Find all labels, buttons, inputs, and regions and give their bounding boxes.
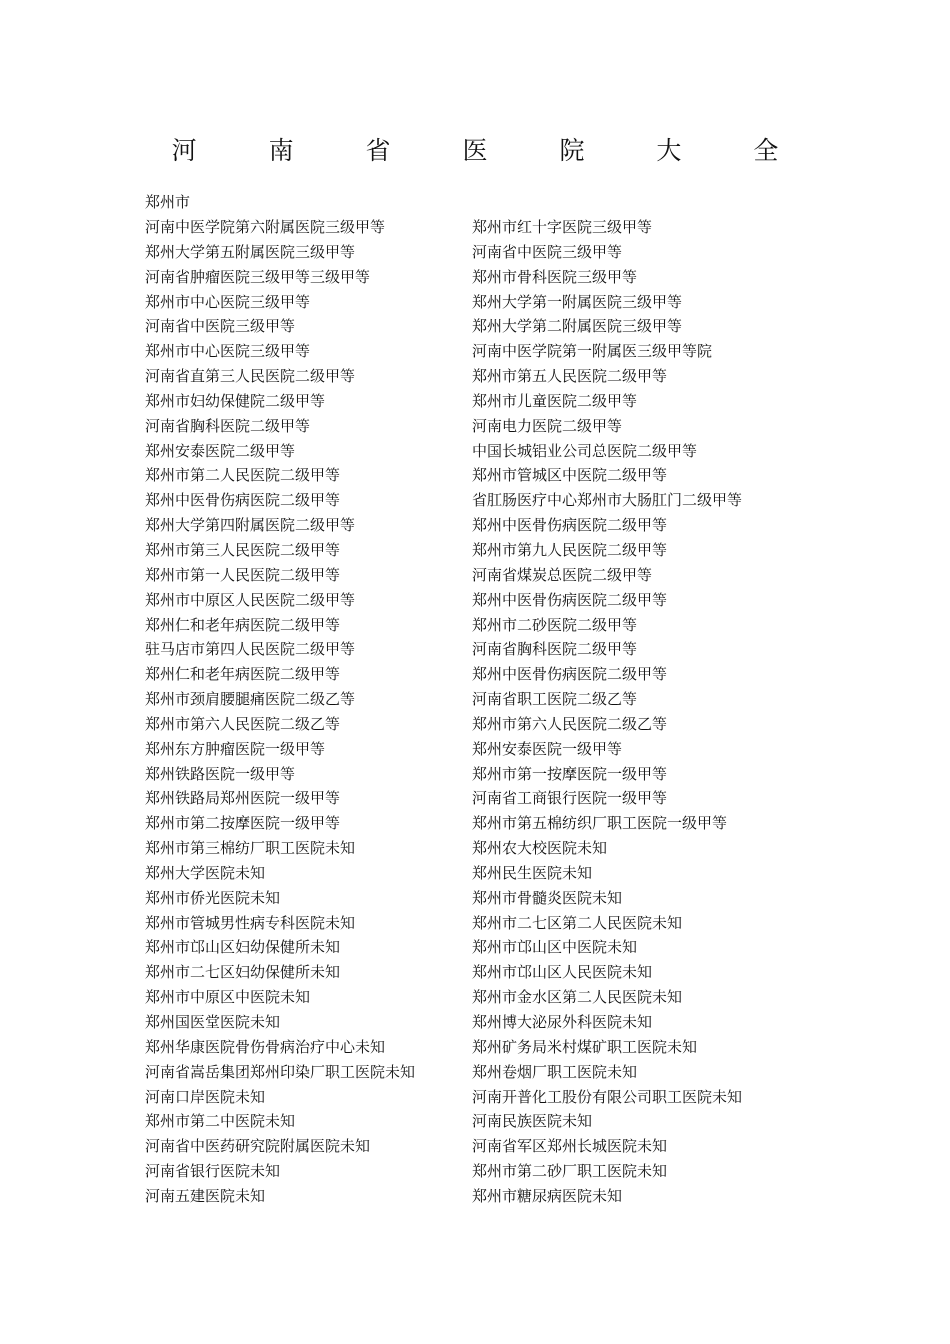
hospital-list-item: 河南省煤炭总医院二级甲等: [472, 565, 653, 584]
hospital-list-item: 郑州国医堂医院未知: [145, 1013, 281, 1031]
hospital-list-item: 郑州市第二按摩医院一级甲等: [145, 814, 341, 833]
hospital-list-item: 河南省中医院三级甲等: [472, 242, 623, 261]
hospital-list-right: [472, 215, 742, 1209]
hospital-list-item: 郑州市邙山区人民医院未知: [472, 963, 653, 982]
hospital-list-item: 河南省银行医院未知: [145, 1162, 281, 1181]
hospital-list-item: 河南中医学院第六附属医院三级甲等: [145, 218, 386, 236]
hospital-list-item: 河南省中医药研究院附属医院未知: [145, 1137, 371, 1156]
hospital-list-item: 郑州仁和老年病医院二级甲等: [145, 665, 341, 684]
hospital-list-item: 郑州市骨髓炎医院未知: [472, 888, 623, 907]
hospital-list-item: 郑州市糖尿病医院未知: [472, 1186, 623, 1205]
hospital-list-item: 郑州市第二中医院未知: [145, 1112, 296, 1131]
hospital-list-item: 河南省胸科医院二级甲等: [472, 640, 638, 659]
hospital-list-item: 郑州市第三棉纺厂职工医院未知: [145, 839, 356, 858]
hospital-list-item: 郑州卷烟厂职工医院未知: [472, 1062, 638, 1081]
hospital-list-item: 河南省胸科医院二级甲等: [145, 416, 311, 435]
hospital-list-item: 郑州铁路局郑州医院一级甲等: [145, 789, 341, 808]
hospital-list-item: 河南民族医院未知: [472, 1112, 593, 1131]
hospital-list-item: 郑州市中原区中医院未知: [145, 988, 311, 1007]
hospital-list-item: 郑州中医骨伤病医院二级甲等: [472, 516, 668, 535]
hospital-list-item: 郑州大学第二附属医院三级甲等: [472, 317, 683, 336]
hospital-list-item: 河南省工商银行医院一级甲等: [472, 789, 668, 808]
hospital-list-item: 河南省嵩岳集团郑州印染厂职工医院未知: [145, 1062, 416, 1081]
hospital-list-item: 郑州市第一按摩医院一级甲等: [472, 764, 668, 783]
hospital-list-item: 郑州安泰医院二级甲等: [145, 441, 296, 460]
hospital-list-item: 郑州市第二人民医院二级甲等: [145, 466, 341, 485]
hospital-list-item: 郑州安泰医院一级甲等: [472, 739, 623, 758]
hospital-list-item: 郑州市第六人民医院二级乙等: [145, 714, 341, 733]
hospital-list-item: 郑州民生医院未知: [472, 863, 593, 882]
hospital-list-item: 郑州市第六人民医院二级乙等: [472, 714, 668, 733]
hospital-list-item: 郑州大学第四附属医院二级甲等: [145, 516, 356, 535]
hospital-list-item: 中国长城铝业公司总医院二级甲等: [472, 441, 698, 460]
hospital-list-item: 郑州市二七区第二人民医院未知: [472, 913, 683, 932]
hospital-list-item: 河南开普化工股份有限公司职工医院未知: [472, 1087, 743, 1106]
hospital-list-item: 郑州市第九人民医院二级甲等: [472, 540, 668, 559]
hospital-list-item: 郑州大学第五附属医院三级甲等: [145, 242, 356, 261]
hospital-list-item: 河南中医学院第一附属医三级甲等院: [472, 342, 713, 361]
hospital-list-item: 郑州矿务局米村煤矿职工医院未知: [472, 1037, 698, 1056]
hospital-list-item: 驻马店市第四人民医院二级甲等: [145, 640, 356, 659]
hospital-list-item: 郑州仁和老年病医院二级甲等: [145, 615, 341, 634]
hospital-list-item: 郑州中医骨伤病医院二级甲等: [145, 491, 341, 510]
hospital-list-item: 郑州大学医院未知: [145, 863, 266, 882]
hospital-list-item: 河南口岸医院未知: [145, 1087, 266, 1106]
hospital-list-item: 郑州市中原区人民医院二级甲等: [145, 590, 356, 609]
hospital-list-item: 河南省中医院三级甲等: [145, 317, 296, 336]
hospital-list-item: 郑州市妇幼保健院二级甲等: [145, 391, 326, 410]
hospital-list-left: [145, 215, 415, 1209]
hospital-list-item: 郑州铁路医院一级甲等: [145, 764, 296, 783]
hospital-list-item: 省肛肠医疗中心郑州市大肠肛门二级甲等: [472, 491, 743, 510]
hospital-list-item: 郑州市第三人民医院二级甲等: [145, 540, 341, 559]
hospital-list-item: 郑州市第五棉纺织厂职工医院一级甲等: [472, 814, 728, 833]
hospital-list-item: 郑州农大校医院未知: [472, 839, 608, 858]
hospital-list-item: 郑州市二砂医院二级甲等: [472, 615, 638, 634]
hospital-list-item: 郑州市颈肩腰腿痛医院二级乙等: [145, 690, 356, 709]
hospital-list-item: 郑州市中心医院三级甲等: [145, 342, 311, 361]
hospital-list-item: 郑州市二七区妇幼保健所未知: [145, 963, 341, 982]
hospital-list-item: 郑州市邙山区中医院未知: [472, 938, 638, 957]
hospital-list-item: 郑州市管城区中医院二级甲等: [472, 466, 668, 485]
hospital-list-item: 郑州市中心医院三级甲等: [145, 292, 311, 311]
hospital-list-item: 河南省军区郑州长城医院未知: [472, 1137, 668, 1156]
hospital-list-item: 郑州市儿童医院二级甲等: [472, 391, 638, 410]
hospital-list-item: 郑州市金水区第二人民医院未知: [472, 988, 683, 1007]
hospital-list-item: 河南省肿瘤医院三级甲等三级甲等: [145, 267, 371, 286]
hospital-list-item: 郑州中医骨伤病医院二级甲等: [472, 590, 668, 609]
hospital-list-item: 郑州华康医院骨伤骨病治疗中心未知: [145, 1037, 386, 1056]
hospital-list-item: 河南省职工医院二级乙等: [472, 690, 638, 709]
hospital-list-item: 郑州市第二砂厂职工医院未知: [472, 1162, 668, 1181]
hospital-list-item: 郑州市管城男性病专科医院未知: [145, 913, 356, 932]
hospital-list-item: 郑州市侨光医院未知: [145, 888, 281, 907]
hospital-list-item: 河南电力医院二级甲等: [472, 416, 623, 435]
hospital-list-item: 郑州市骨科医院三级甲等: [472, 267, 638, 286]
hospital-list-item: 郑州市红十字医院三级甲等: [472, 218, 653, 236]
hospital-list-item: 郑州中医骨伤病医院二级甲等: [472, 665, 668, 684]
document-title: 河 南 省 医 院 大 全: [171, 135, 811, 165]
hospital-list-item: 郑州市邙山区妇幼保健所未知: [145, 938, 341, 957]
hospital-list-item: 郑州东方肿瘤医院一级甲等: [145, 739, 326, 758]
hospital-list-item: 郑州大学第一附属医院三级甲等: [472, 292, 683, 311]
hospital-list-item: 河南省直第三人民医院二级甲等: [145, 367, 356, 386]
section-label-zhengzhou: 郑州市: [145, 193, 191, 211]
hospital-list-item: 郑州博大泌尿外科医院未知: [472, 1013, 653, 1031]
hospital-list-item: 郑州市第五人民医院二级甲等: [472, 367, 668, 386]
hospital-list-item: 河南五建医院未知: [145, 1186, 266, 1205]
hospital-list-item: 郑州市第一人民医院二级甲等: [145, 565, 341, 584]
